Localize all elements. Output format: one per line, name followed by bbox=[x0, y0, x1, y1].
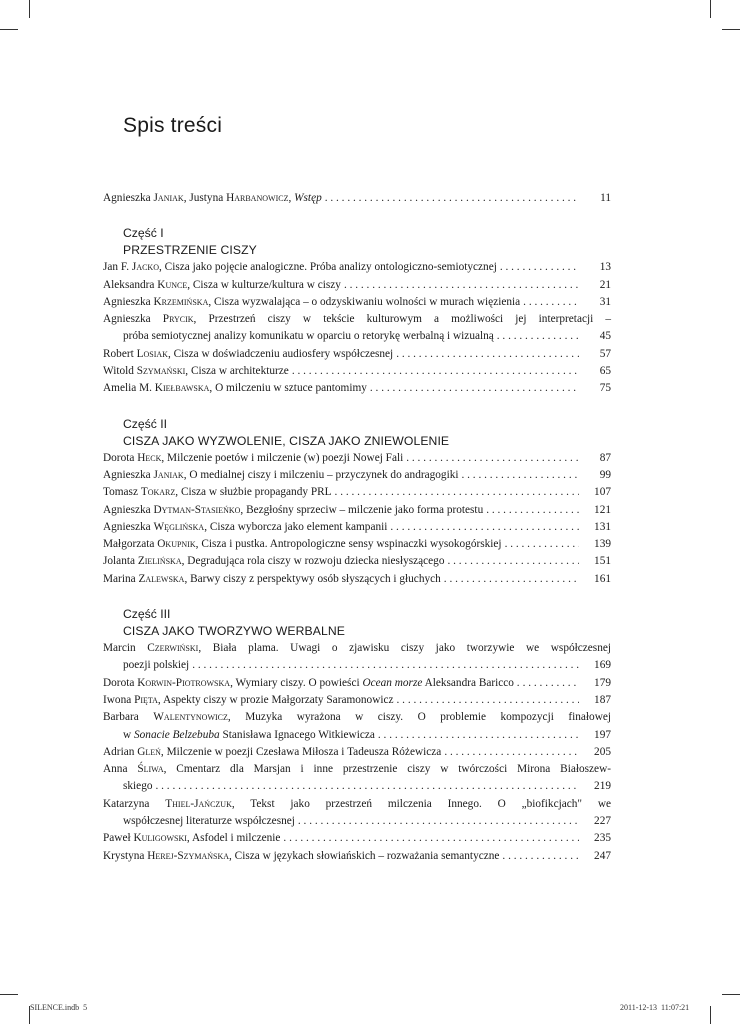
crop-mark bbox=[0, 994, 18, 995]
toc-entry-line bbox=[103, 346, 611, 363]
toc-entry-line bbox=[103, 467, 611, 484]
toc-entry-text: Agnieszka Krzemińska, Cisza wyzwalająca – o odzyskiwaniu wolności w murach więzienia bbox=[103, 295, 521, 308]
toc-entry[interactable] bbox=[103, 744, 611, 761]
toc-entry-text: Iwona Pięta, Aspekty ciszy w prozie Małgorzaty Saramonowicz bbox=[103, 693, 394, 706]
page-number: 131 bbox=[594, 520, 611, 533]
toc-entry-text: Amelia M. Kiełbawska, O milczeniu w sztuce pantomimy bbox=[103, 382, 367, 395]
toc-entry[interactable] bbox=[103, 346, 611, 363]
page-number: 169 bbox=[594, 659, 611, 672]
page-number: 205 bbox=[594, 745, 611, 758]
leader-dots bbox=[325, 190, 579, 207]
toc-entry-line bbox=[103, 813, 611, 830]
toc-entry-text: Anna Śliwa, Cmentarz dla Marsjan i inne przestrzenie ciszy w twórczości Mirona Białoszew- bbox=[103, 763, 611, 776]
leader-dots bbox=[505, 536, 579, 553]
toc-entry-text: Witold Szymański, Cisza w architekturze bbox=[103, 365, 289, 378]
toc-entry-line bbox=[103, 277, 611, 294]
toc-entry-text: Dorota Korwin-Piotrowska, Wymiary ciszy. O powieści Ocean morze Aleksandra Baricco . bbox=[103, 676, 520, 689]
toc-entry[interactable] bbox=[103, 640, 611, 675]
page-number: 75 bbox=[599, 382, 611, 395]
page-number: 227 bbox=[594, 815, 611, 828]
part-title: PRZESTRZENIE CISZY bbox=[123, 243, 257, 258]
leader-dots bbox=[486, 502, 579, 519]
toc-entry-text: Agnieszka Janiak, Justyna Harbanowicz, Wstęp bbox=[103, 192, 322, 204]
toc-entry-text: skiego bbox=[123, 780, 153, 793]
leader-dots bbox=[192, 657, 579, 674]
toc-entry-text: Marina Zalewska, Barwy ciszy z perspektywy osób słyszących i głuchych bbox=[103, 572, 441, 585]
toc-entry[interactable] bbox=[103, 259, 611, 276]
toc-entry[interactable] bbox=[103, 553, 611, 570]
toc-entry[interactable] bbox=[103, 380, 611, 397]
toc-entry-line bbox=[103, 796, 611, 813]
toc-entry-text: Tomasz Tokarz, Cisza w służbie propagandy PRL bbox=[103, 486, 332, 499]
page-number: 197 bbox=[594, 728, 611, 741]
toc-entry-line bbox=[103, 259, 611, 276]
leader-dots bbox=[444, 744, 579, 761]
page-number: 179 bbox=[594, 676, 611, 689]
leader-dots bbox=[500, 259, 579, 276]
toc-entry-line bbox=[103, 709, 611, 726]
toc-entry-intro[interactable] bbox=[103, 190, 611, 207]
toc-entry-text: Dorota Heck, Milczenie poetów i milczenie (w) poezji Nowej Fali bbox=[103, 451, 404, 464]
part-label: Część II bbox=[123, 416, 168, 431]
toc-entry-line bbox=[103, 502, 611, 519]
toc-entry[interactable] bbox=[103, 311, 611, 346]
leader-dots bbox=[523, 675, 579, 692]
page-number: 151 bbox=[594, 555, 611, 568]
toc-entry[interactable] bbox=[103, 848, 611, 865]
toc-entry[interactable] bbox=[103, 502, 611, 519]
leader-dots bbox=[444, 571, 579, 588]
toc-entry-line bbox=[103, 692, 611, 709]
toc-parts bbox=[103, 225, 611, 865]
leader-dots bbox=[406, 450, 579, 467]
page-number: 13 bbox=[599, 261, 611, 274]
page-number: 45 bbox=[599, 330, 611, 343]
part-title: CISZA JAKO WYZWOLENIE, CISZA JAKO ZNIEWOLENIE bbox=[123, 433, 450, 448]
page-number: 31 bbox=[599, 295, 611, 308]
toc-entry[interactable] bbox=[103, 519, 611, 536]
toc-entry-line bbox=[103, 328, 611, 345]
leader-dots bbox=[497, 328, 579, 345]
toc-entry-text: Agnieszka Janiak, O medialnej ciszy i milczeniu – przyczynek do andragogiki bbox=[103, 468, 459, 481]
part-label: Część I bbox=[123, 226, 164, 241]
toc-entry-line bbox=[103, 657, 611, 674]
page-title: Spis treści bbox=[123, 114, 223, 137]
toc-entry-line bbox=[103, 778, 611, 795]
page-number: 161 bbox=[594, 572, 611, 585]
toc-entry[interactable] bbox=[103, 761, 611, 796]
toc-entry[interactable] bbox=[103, 830, 611, 847]
leader-dots bbox=[523, 294, 579, 311]
toc-entry-line bbox=[103, 761, 611, 778]
toc-entry[interactable] bbox=[103, 796, 611, 831]
page-number: 121 bbox=[594, 503, 611, 516]
leader-dots bbox=[370, 380, 579, 397]
toc-entry-text: Marcin Czerwiński, Biała plama. Uwagi o zjawisku ciszy jako tworzywie we współczesnej bbox=[103, 642, 611, 655]
toc-entry-text: Małgorzata Okupnik, Cisza i pustka. Antropologiczne sensy wspinaczki wysokogórskiej bbox=[103, 538, 502, 551]
toc-entry[interactable] bbox=[103, 709, 611, 744]
leader-dots bbox=[462, 467, 580, 484]
toc-entry[interactable] bbox=[103, 536, 611, 553]
toc-entry-line bbox=[103, 519, 611, 536]
toc-entry-line bbox=[103, 311, 611, 328]
toc-entry-text: Aleksandra Kunce, Cisza w kulturze/kultura w ciszy bbox=[103, 278, 341, 291]
toc-entry-text: Agnieszka Węglińska, Cisza wyborcza jako element kampanii bbox=[103, 520, 388, 533]
toc-entry-text: Adrian Gleń, Milczenie w poezji Czesława Miłosza i Tadeusza Różewicza bbox=[103, 745, 442, 758]
crop-mark bbox=[0, 29, 18, 30]
toc-entry-line bbox=[103, 536, 611, 553]
toc-entry-line bbox=[103, 294, 611, 311]
toc-entry-line bbox=[103, 484, 611, 501]
toc-entry-text: Robert Losiak, Cisza w doświadczeniu audiosfery współczesnej bbox=[103, 347, 394, 360]
leader-dots bbox=[156, 778, 580, 795]
page-number: 65 bbox=[599, 365, 611, 378]
toc-entry-text: Paweł Kuligowski, Asfodel i milczenie bbox=[103, 832, 281, 845]
page-number: 219 bbox=[594, 780, 611, 793]
toc-entry-line bbox=[103, 848, 611, 865]
toc-entry-text: Katarzyna Thiel-Jańczuk, Tekst jako przestrzeń milczenia Innego. O „biofikcjach" we bbox=[103, 797, 611, 810]
table-of-contents bbox=[103, 190, 611, 865]
page-number: 235 bbox=[594, 832, 611, 845]
page-number: 21 bbox=[599, 278, 611, 291]
toc-entry-text: w Sonacie Belzebuba Stanisława Ignacego Witkiewicza bbox=[123, 728, 375, 741]
page-number: 139 bbox=[594, 538, 611, 551]
page-number: 11 bbox=[600, 192, 611, 204]
toc-entry-text: współczesnej literaturze współczesnej bbox=[123, 815, 295, 828]
crop-mark bbox=[710, 1006, 711, 1024]
toc-entry-line bbox=[103, 727, 611, 744]
leader-dots bbox=[502, 848, 579, 865]
toc-entry-line bbox=[103, 640, 611, 657]
toc-entry-line bbox=[103, 553, 611, 570]
toc-entry-line bbox=[103, 450, 611, 467]
crop-mark bbox=[29, 0, 30, 18]
page-number: 99 bbox=[599, 468, 611, 481]
leader-dots bbox=[390, 519, 579, 536]
leader-dots bbox=[397, 692, 579, 709]
toc-entry-line bbox=[103, 363, 611, 380]
page-number: 107 bbox=[594, 486, 611, 499]
toc-entry-line bbox=[103, 675, 611, 692]
toc-entry-text: poezji polskiej bbox=[123, 659, 190, 672]
leader-dots bbox=[447, 553, 579, 570]
toc-entry-text: Barbara Walentynowicz, Muzyka wyrażona w ciszy. O problemie kompozycji finałowej bbox=[103, 711, 611, 724]
toc-entry-text: Jolanta Zielińska, Degradująca rola ciszy w rozwoju dziecka niesłyszącego bbox=[103, 555, 445, 568]
leader-dots bbox=[283, 830, 579, 847]
crop-mark bbox=[722, 994, 740, 995]
toc-entry[interactable] bbox=[103, 450, 611, 467]
leader-dots bbox=[344, 277, 579, 294]
toc-entry-line bbox=[103, 380, 611, 397]
page-number: 87 bbox=[599, 451, 611, 464]
leader-dots bbox=[298, 813, 579, 830]
leader-dots bbox=[396, 346, 579, 363]
toc-entry[interactable] bbox=[103, 294, 611, 311]
toc-entry[interactable] bbox=[103, 467, 611, 484]
toc-entry[interactable] bbox=[103, 484, 611, 501]
toc-entry-text: Jan F. Jacko, Cisza jako pojęcie analogiczne. Próba analizy ontologiczno-semiotycznej bbox=[103, 261, 497, 274]
part-label: Część III bbox=[123, 607, 171, 622]
toc-entry-text: próba semiotycznej analizy komunikatu w oparciu o retorykę werbalną i wizualną bbox=[123, 330, 494, 343]
toc-entry[interactable] bbox=[103, 692, 611, 709]
toc-entry[interactable] bbox=[103, 363, 611, 380]
toc-entry-text: Agnieszka Prycik, Przestrzeń ciszy w tekście kulturowym a możliwości jej interpretacji – bbox=[103, 313, 611, 326]
toc-entry-line bbox=[103, 744, 611, 761]
leader-dots bbox=[335, 484, 579, 501]
toc-entry-text: Krystyna Herej-Szymańska, Cisza w językach słowiańskich – rozważania semantyczne bbox=[103, 849, 500, 862]
toc-entry[interactable] bbox=[103, 675, 611, 692]
part-title: CISZA JAKO TWORZYWO WERBALNE bbox=[123, 624, 345, 639]
page-number: 57 bbox=[599, 347, 611, 360]
page-number: 187 bbox=[594, 693, 611, 706]
toc-entry-text: Agnieszka Dytman-Stasieńko, Bezgłośny sprzeciw – milczenie jako forma protestu bbox=[103, 503, 484, 516]
toc-entry-line bbox=[103, 571, 611, 588]
page-number: 247 bbox=[594, 849, 611, 862]
crop-mark bbox=[722, 29, 740, 30]
toc-entry[interactable] bbox=[103, 571, 611, 588]
leader-dots bbox=[292, 363, 579, 380]
footer-timestamp: 2011-12-13 11:07:21 bbox=[620, 1003, 690, 1012]
toc-entry[interactable] bbox=[103, 277, 611, 294]
footer-file: SILENCE.indb 5 bbox=[30, 1003, 88, 1012]
leader-dots bbox=[378, 727, 579, 744]
crop-mark bbox=[710, 0, 711, 18]
toc-entry-line bbox=[103, 830, 611, 847]
